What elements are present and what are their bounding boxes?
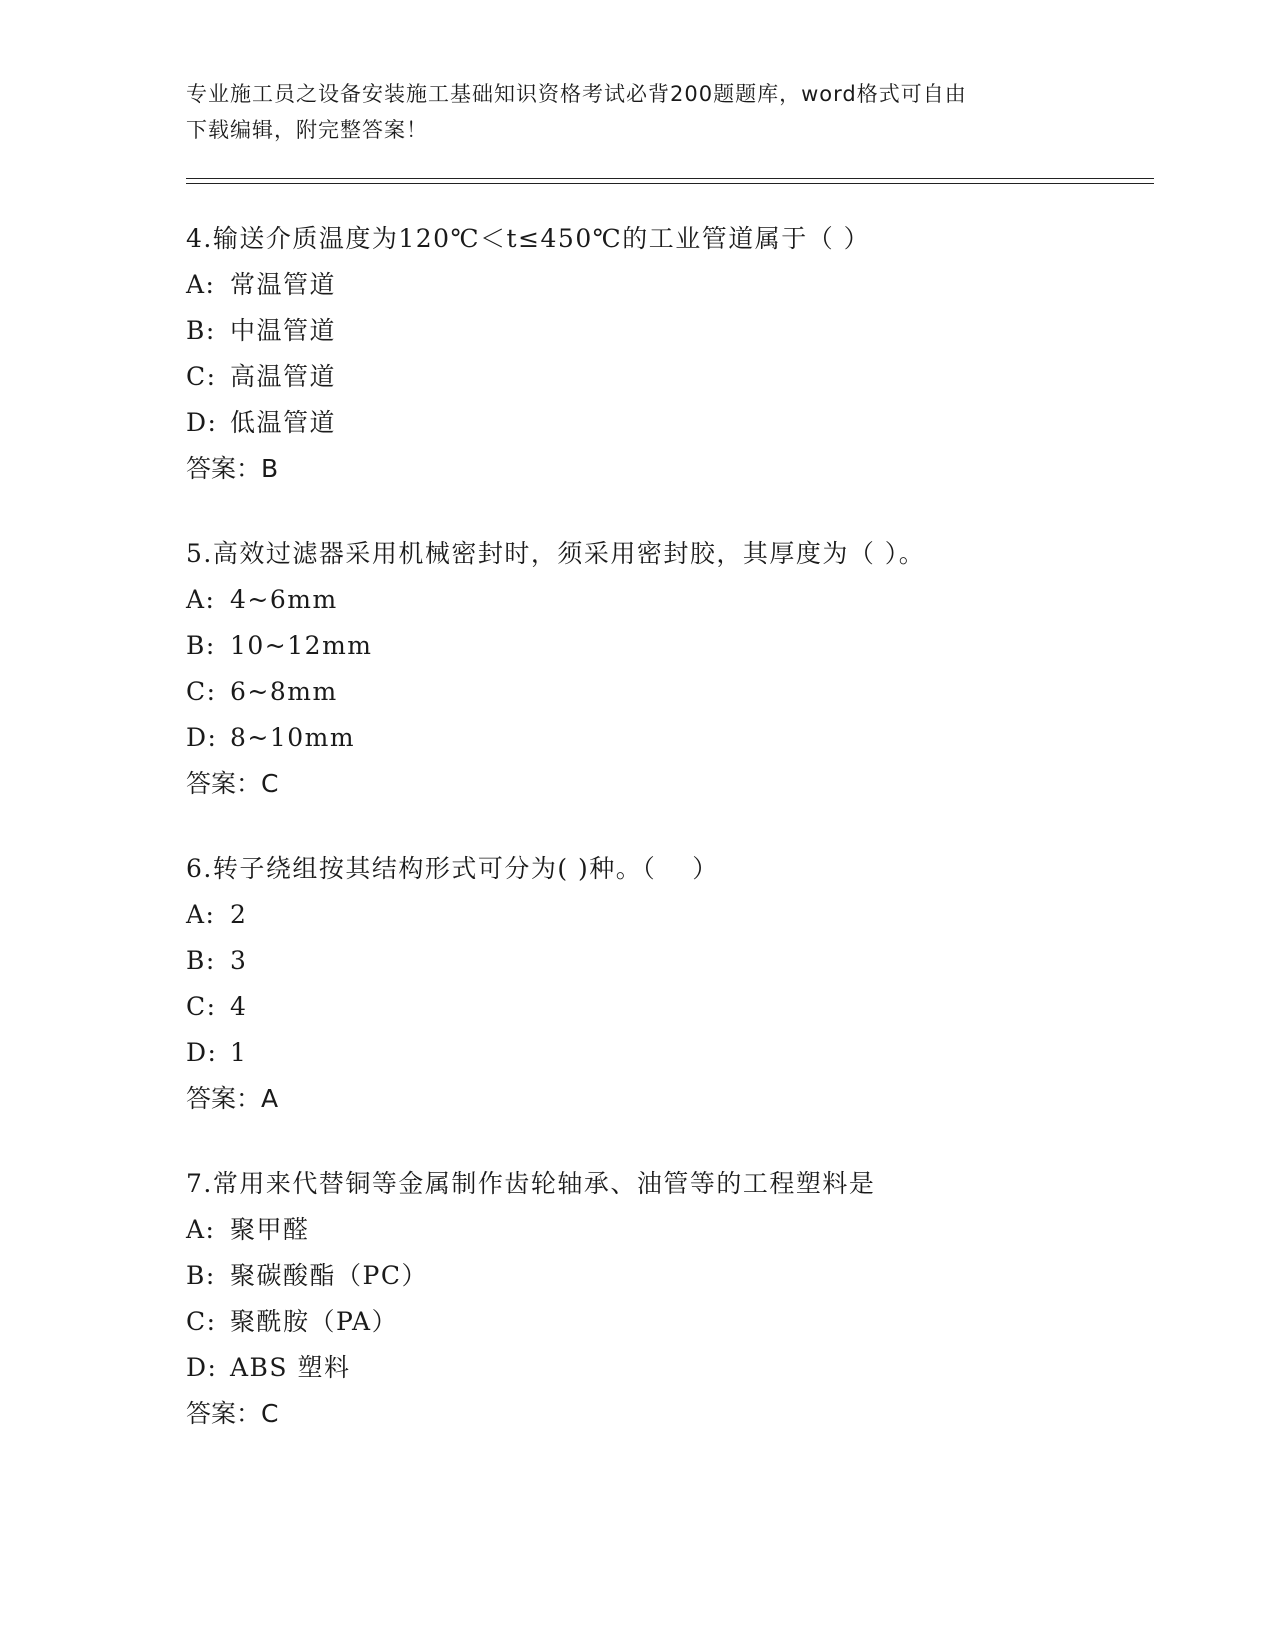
option-key: D:: [186, 723, 218, 752]
option-d: [186, 400, 1146, 446]
option-key: C:: [186, 1307, 217, 1336]
header-divider-top: [186, 178, 1154, 179]
question-5: [186, 531, 1146, 807]
option-a: [186, 577, 1146, 623]
question-text: 5.高效过滤器采用机械密封时，须采用密封胶，其厚度为（ ）。: [186, 539, 926, 568]
answer-line: 答案：A: [186, 1084, 279, 1113]
option-text: 4~6mm: [230, 585, 338, 614]
option-key: B:: [186, 316, 216, 345]
option-c: [186, 354, 1146, 400]
option-key: C:: [186, 677, 217, 706]
option-d: [186, 715, 1146, 761]
option-c: [186, 1299, 1146, 1345]
document-header: [186, 76, 1086, 148]
option-text: 6~8mm: [230, 677, 338, 706]
option-text: 2: [230, 900, 248, 929]
header-divider-bottom: [186, 183, 1154, 184]
option-d: [186, 1345, 1146, 1391]
option-text: ABS 塑料: [230, 1353, 351, 1382]
question-4: [186, 216, 1146, 492]
option-text: 8~10mm: [230, 723, 356, 752]
option-c: [186, 984, 1146, 1030]
option-d: [186, 1030, 1146, 1076]
option-key: A:: [186, 585, 216, 614]
option-text: 3: [230, 946, 248, 975]
question-text: 6.转子绕组按其结构形式可分为( )种。（ ）: [186, 854, 719, 883]
option-text: 1: [230, 1038, 248, 1067]
option-key: D:: [186, 1353, 218, 1382]
option-text: 常温管道: [230, 270, 337, 299]
option-key: C:: [186, 362, 217, 391]
option-b: [186, 1253, 1146, 1299]
option-key: B:: [186, 631, 216, 660]
question-7: [186, 1161, 1146, 1437]
answer-line: 答案：B: [186, 454, 279, 483]
option-b: [186, 308, 1146, 354]
header-line-1: 专业施工员之设备安装施工基础知识资格考试必背200题题库，word格式可自由: [186, 82, 967, 106]
option-key: A:: [186, 900, 216, 929]
option-text: 聚甲醛: [230, 1215, 310, 1244]
option-key: B:: [186, 1261, 216, 1290]
option-a: [186, 1207, 1146, 1253]
option-a: [186, 262, 1146, 308]
question-text: 7.常用来代替铜等金属制作齿轮轴承、油管等的工程塑料是: [186, 1169, 876, 1198]
option-text: 聚碳酸酯（PC）: [230, 1261, 428, 1290]
option-text: 低温管道: [230, 408, 337, 437]
option-c: [186, 669, 1146, 715]
header-line-2: 下载编辑，附完整答案！: [186, 118, 428, 142]
option-text: 中温管道: [230, 316, 337, 345]
option-key: C:: [186, 992, 217, 1021]
answer-line: 答案：C: [186, 1399, 279, 1428]
option-key: A:: [186, 270, 216, 299]
question-6: [186, 846, 1146, 1122]
answer-line: 答案：C: [186, 769, 279, 798]
option-a: [186, 892, 1146, 938]
option-b: [186, 938, 1146, 984]
question-text: 4.输送介质温度为120℃＜t≤450℃的工业管道属于（ ）: [186, 224, 871, 253]
option-key: D:: [186, 1038, 218, 1067]
option-text: 聚酰胺（PA）: [230, 1307, 399, 1336]
option-b: [186, 623, 1146, 669]
option-text: 高温管道: [230, 362, 337, 391]
option-text: 10~12mm: [230, 631, 373, 660]
option-key: A:: [186, 1215, 216, 1244]
option-key: B:: [186, 946, 216, 975]
option-text: 4: [230, 992, 248, 1021]
option-key: D:: [186, 408, 218, 437]
